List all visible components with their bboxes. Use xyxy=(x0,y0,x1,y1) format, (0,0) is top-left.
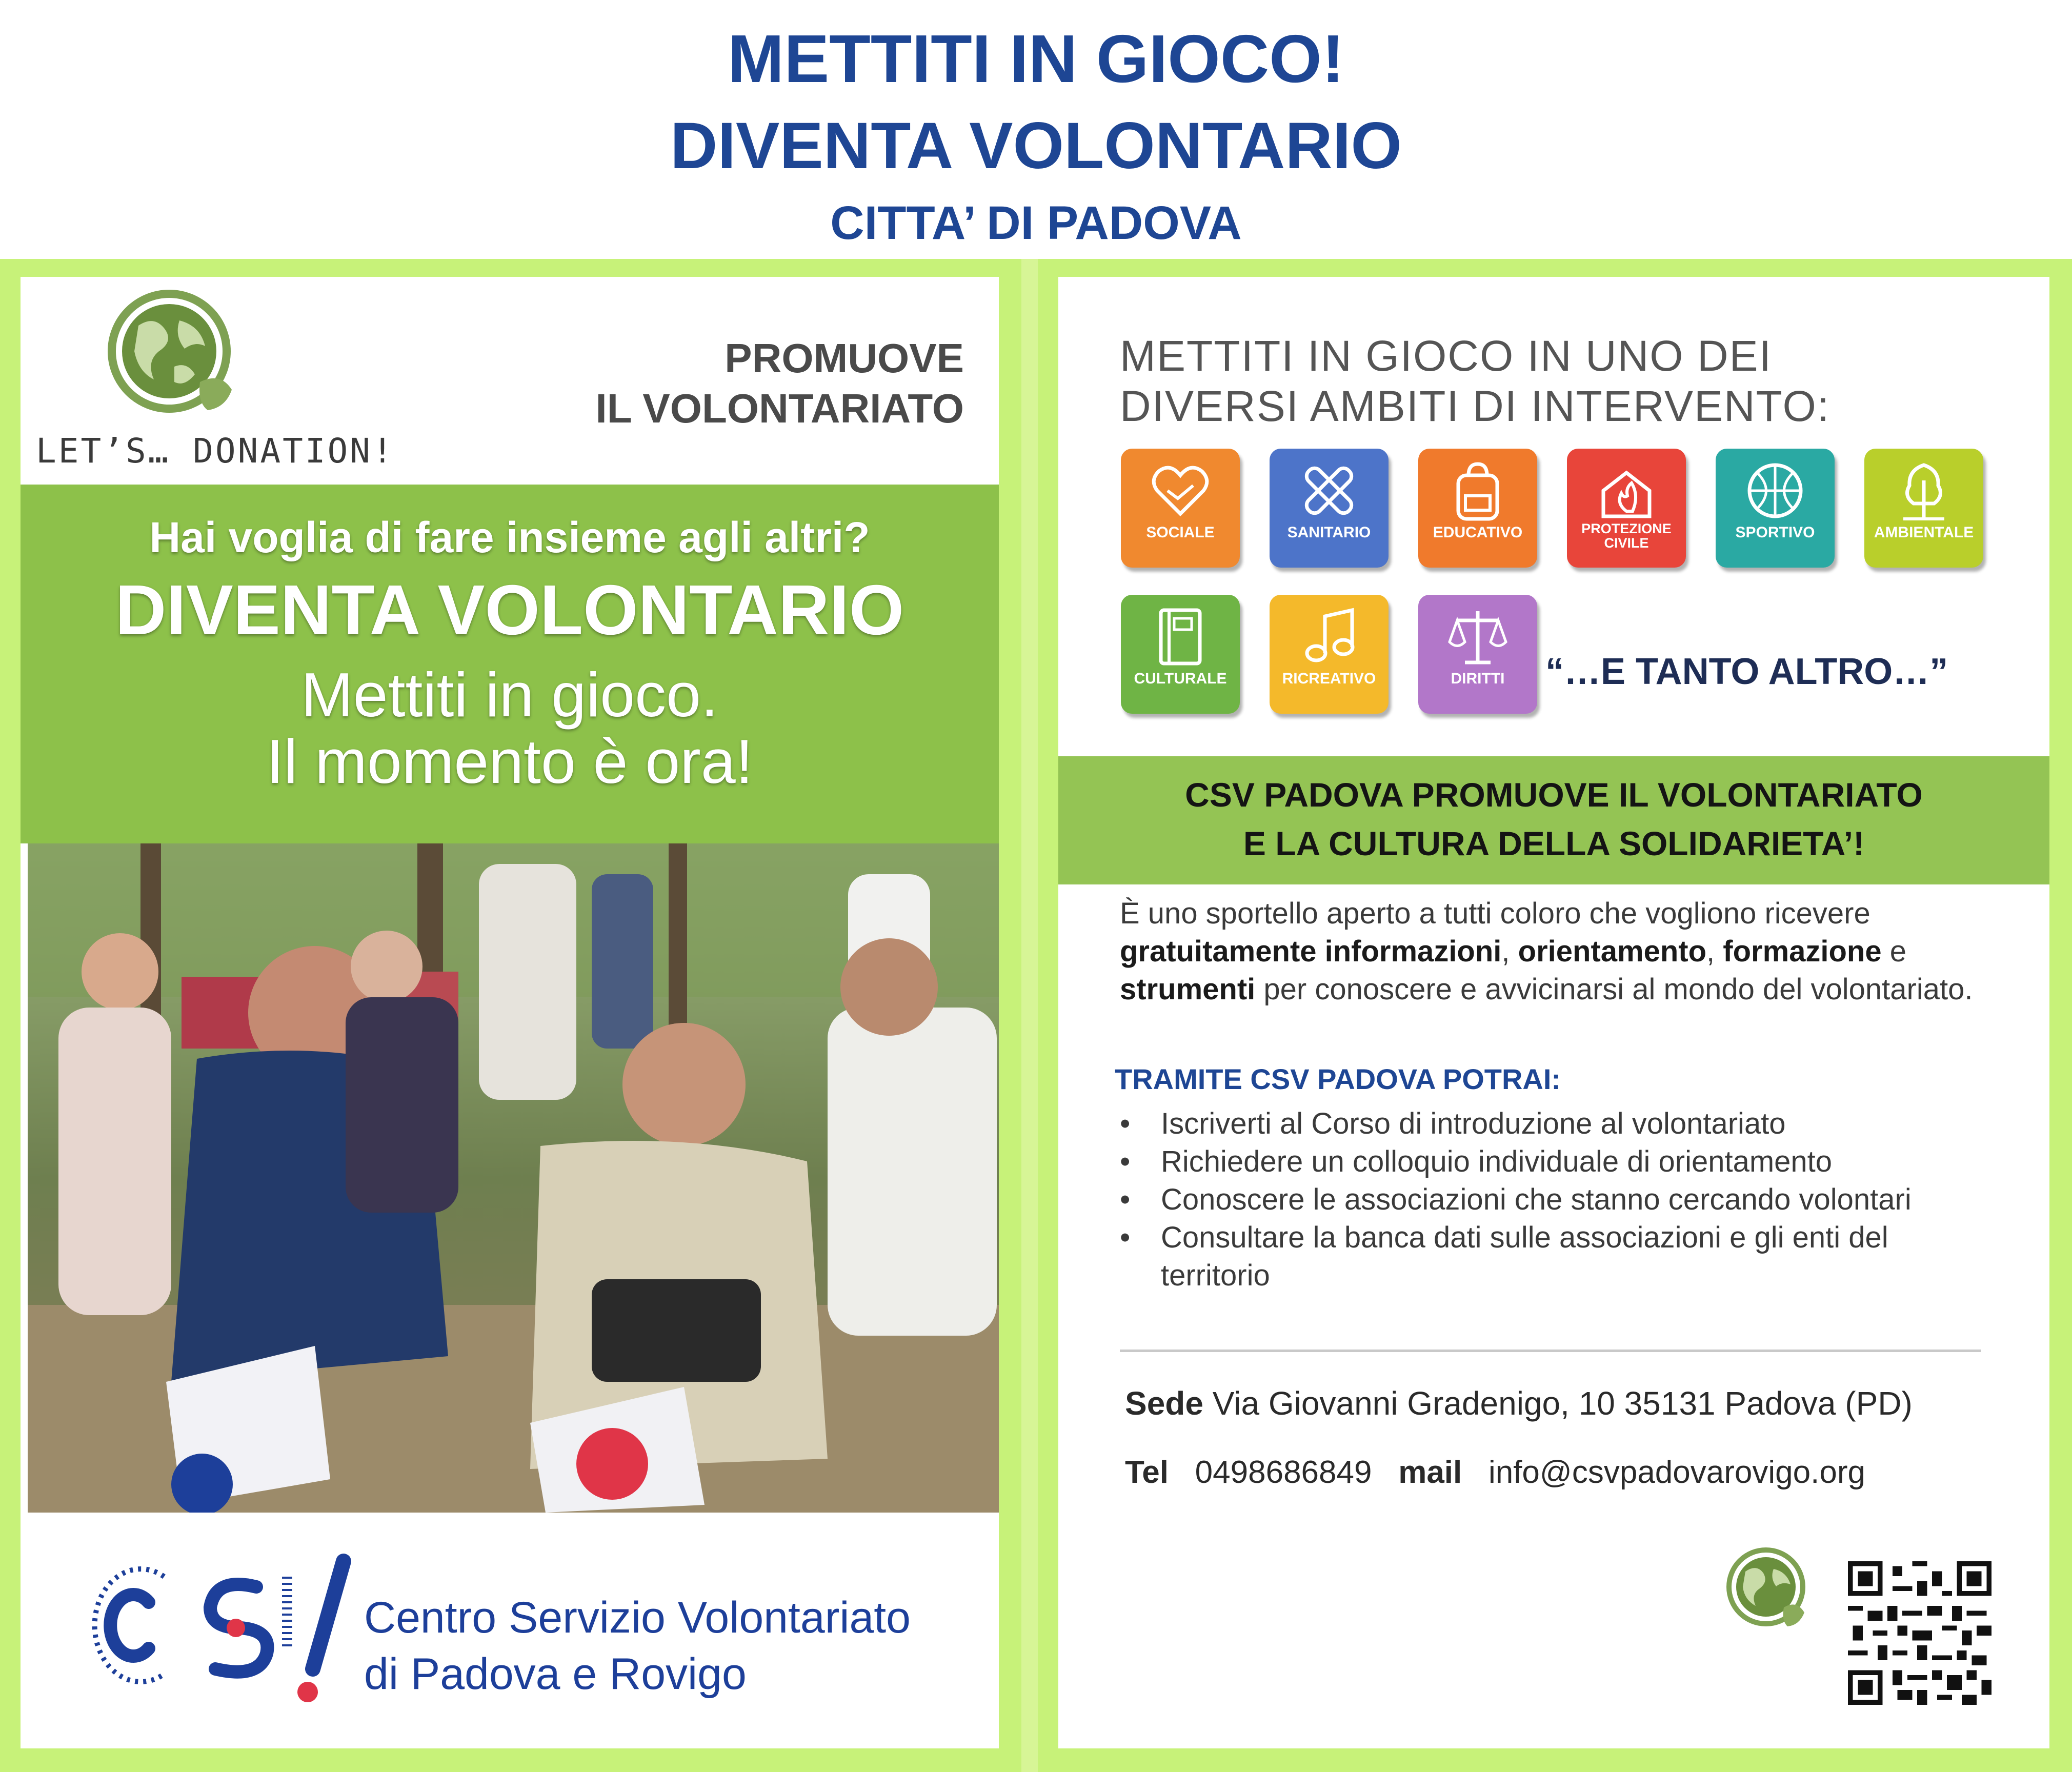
tile-educativo xyxy=(1418,449,1537,568)
desc-bold: strumenti xyxy=(1120,973,1256,1006)
sportello-description xyxy=(1120,895,2002,1009)
promo-line1: CSV PADOVA PROMUOVE IL VOLONTARIATO xyxy=(1185,776,1923,814)
tile-label-ricreativo: RICREATIVO xyxy=(1282,670,1376,687)
backpack-icon xyxy=(1447,460,1508,521)
list-item-text: Iscriverti al Corso di introduzione al volontariato xyxy=(1161,1107,1786,1140)
tile-sanitario xyxy=(1270,449,1389,568)
tile-sociale xyxy=(1121,449,1240,568)
tile-label-sanitario: SANITARIO xyxy=(1287,524,1371,541)
poster-subtitle: DIVENTA VOLONTARIO xyxy=(670,109,1402,183)
panel-gap xyxy=(1021,259,1038,1772)
promuove-line2: IL VOLONTARIATO xyxy=(595,386,964,431)
tile-diritti xyxy=(1418,595,1537,714)
handshake-heart-icon xyxy=(1150,460,1211,521)
left-flyer xyxy=(21,277,999,1748)
csv-promo-band xyxy=(1058,756,2049,884)
csv-name-line1: Centro Servizio Volontariato xyxy=(364,1593,911,1642)
poster-title: METTITI IN GIOCO! xyxy=(728,21,1344,96)
sede-address xyxy=(1125,1378,2027,1429)
tile-culturale xyxy=(1121,595,1240,714)
poster-city: CITTA’ DI PADOVA xyxy=(830,197,1242,249)
csv-name-line2: di Padova e Rovigo xyxy=(364,1649,747,1699)
tile-label-culturale: CULTURALE xyxy=(1134,670,1227,687)
list-item xyxy=(1120,1219,2002,1295)
ambiti-heading xyxy=(1120,331,2022,431)
mail-address[interactable]: info@csvpadovarovigo.org xyxy=(1488,1455,1865,1490)
bullet-mark: • xyxy=(1120,1221,1131,1254)
music-note-icon xyxy=(1298,606,1360,668)
list-item xyxy=(1120,1105,2002,1143)
qr-code-icon[interactable] xyxy=(1848,1561,1991,1705)
tree-icon xyxy=(1893,460,1955,521)
bandage-icon xyxy=(1298,460,1360,521)
small-globe-logo-icon xyxy=(1720,1543,1817,1636)
services-list xyxy=(1120,1105,2002,1295)
tel-number[interactable]: 0498686849 xyxy=(1195,1455,1372,1490)
tanto-altro-text: “…E TANTO ALTRO…” xyxy=(1545,651,1948,692)
ball-icon xyxy=(1744,460,1806,521)
diventa-volontario-text: DIVENTA VOLONTARIO xyxy=(115,571,904,650)
divider xyxy=(1120,1350,1981,1352)
momento-ora-text: Il momento è ora! xyxy=(266,727,753,796)
sede-label: Sede xyxy=(1125,1385,1203,1422)
tile-label-sociale: SOCIALE xyxy=(1146,524,1215,541)
right-flyer xyxy=(1058,277,2049,1748)
desc-bold: gratuitamente informazioni xyxy=(1120,935,1502,968)
tile-protezione-civile xyxy=(1567,449,1686,568)
ambiti-line2: DIVERSI AMBITI DI INTERVENTO: xyxy=(1120,382,1830,430)
promo-line2: E LA CULTURA DELLA SOLIDARIETA’! xyxy=(1243,824,1865,862)
desc-part: , xyxy=(1706,935,1723,968)
mettiti-in-gioco-text: Mettiti in gioco. xyxy=(301,660,718,730)
donation-logo-text: LET’S… DONATION! xyxy=(36,431,395,471)
list-item-text: Consultare la banca dati sulle associazioni e gli enti del territorio xyxy=(1161,1221,1888,1292)
bullet-mark: • xyxy=(1120,1183,1131,1216)
desc-part: e xyxy=(1881,935,1906,968)
tile-label-educativo: EDUCATIVO xyxy=(1433,524,1523,541)
list-item-text: Richiedere un colloquio individuale di orientamento xyxy=(1161,1145,1833,1178)
bullet-mark: • xyxy=(1120,1107,1131,1140)
ambiti-line1: METTITI IN GIOCO IN UNO DEI xyxy=(1120,332,1772,380)
tramite-heading: TRAMITE CSV PADOVA POTRAI: xyxy=(1115,1063,1561,1095)
tile-ambientale xyxy=(1864,449,1983,568)
desc-part: È uno sportello aperto a tutti coloro che vogliono ricevere xyxy=(1120,897,1870,930)
tile-sportivo xyxy=(1716,449,1835,568)
tel-label: Tel xyxy=(1125,1455,1169,1490)
scales-icon xyxy=(1447,606,1508,668)
globe-hand-logo-icon xyxy=(97,285,251,423)
desc-part: , xyxy=(1501,935,1518,968)
promuove-line1: PROMUOVE xyxy=(725,335,964,381)
tile-ricreativo xyxy=(1270,595,1389,714)
flame-house-icon xyxy=(1596,460,1657,521)
list-item xyxy=(1120,1181,2002,1219)
tile-label-diritti: DIRITTI xyxy=(1451,670,1505,687)
headline-block xyxy=(21,485,999,843)
contact-line xyxy=(1125,1449,2027,1496)
mail-label: mail xyxy=(1398,1455,1462,1490)
tile-label-ambientale: AMBIENTALE xyxy=(1874,524,1974,541)
desc-part: per conoscere e avvicinarsi al mondo del volontariato. xyxy=(1255,973,1973,1006)
bullet-mark: • xyxy=(1120,1145,1131,1178)
desc-bold: formazione xyxy=(1723,935,1882,968)
list-item-text: Conoscere le associazioni che stanno cercando volontari xyxy=(1161,1183,1912,1216)
list-item xyxy=(1120,1143,2002,1181)
question-text: Hai voglia di fare insieme agli altri? xyxy=(149,513,870,561)
tile-label-protezione-civile: PROTEZIONE CIVILE xyxy=(1581,521,1672,551)
desc-bold: orientamento xyxy=(1518,935,1707,968)
csv-logo-icon xyxy=(87,1541,364,1705)
promuove-heading xyxy=(472,333,964,434)
tile-label-sportivo: SPORTIVO xyxy=(1735,524,1815,541)
sede-address-text: Via Giovanni Gradenigo, 10 35131 Padova (PD) xyxy=(1203,1385,1913,1422)
book-icon xyxy=(1150,606,1211,668)
csv-organization-name xyxy=(364,1589,990,1702)
volunteers-photo xyxy=(28,843,999,1513)
